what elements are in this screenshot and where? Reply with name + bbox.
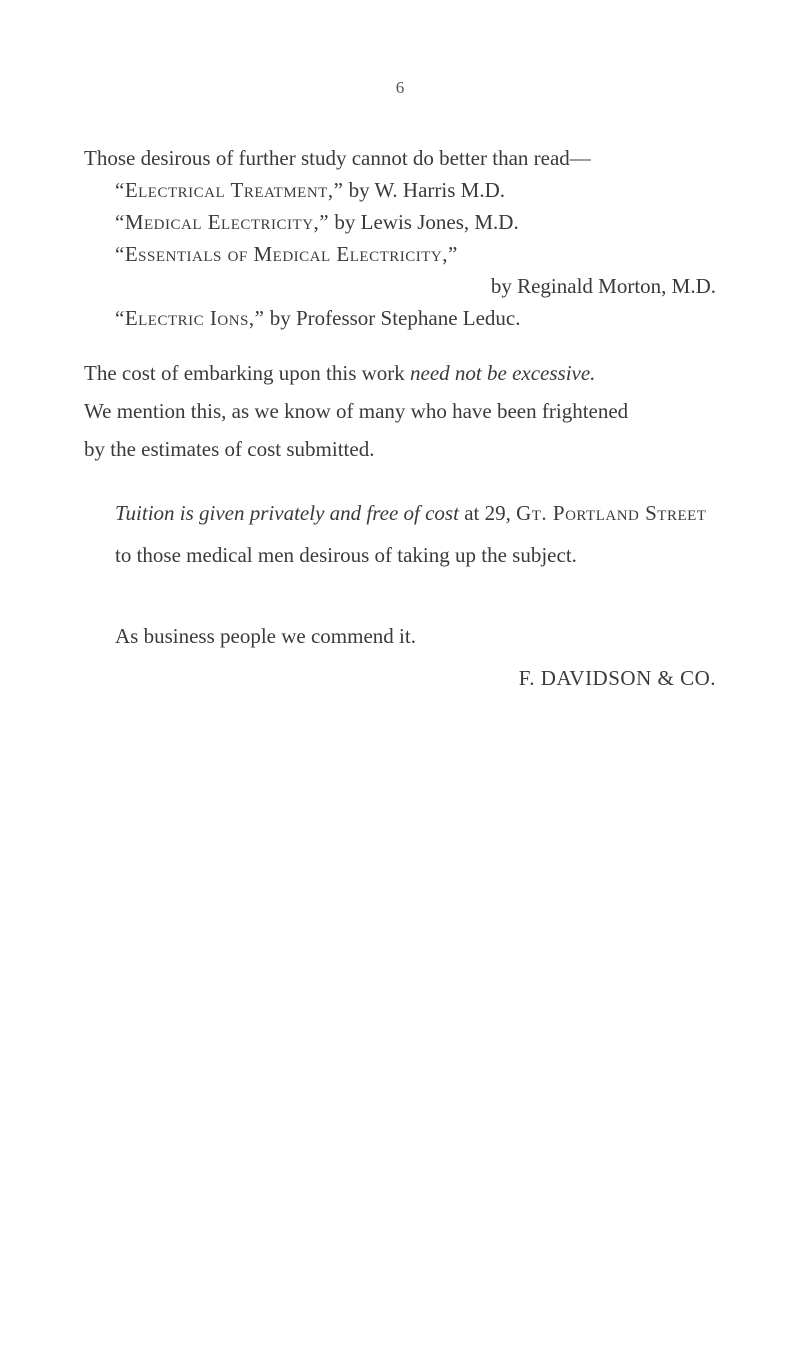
book-author-essentials: by Reginald Morton, M.D. [490, 274, 716, 298]
cost-paragraph-line-1 [84, 360, 595, 386]
book-title-essentials: “Essentials of Medical Electricity,” [115, 242, 458, 266]
cost-emphasis: need not be excessive. [410, 361, 596, 385]
book-title: “Medical Electricity,” [115, 210, 330, 234]
book-title: “Electrical Treatment,” [115, 178, 344, 202]
tuition-address: Gt. Portland Street [516, 501, 707, 525]
business-line: As business people we commend it. [115, 624, 416, 648]
book-entry-electrical-treatment [115, 177, 505, 203]
page-number: 6 [395, 78, 405, 97]
cost-paragraph-line-2: We mention this, as we know of many who have been frightened [84, 399, 629, 423]
tuition-at: at 29, [464, 501, 511, 525]
signature: F. DAVIDSON & CO. [518, 666, 716, 690]
tuition-italic: Tuition is given privately and free of cost [115, 501, 459, 525]
cost-paragraph-line-3: by the estimates of cost submitted. [84, 437, 375, 461]
tuition-rest: to those medical men desirous of taking up the subject. [115, 543, 577, 567]
book-entry-electric-ions [115, 305, 521, 331]
tuition-paragraph-line-1 [115, 492, 725, 576]
book-title: “Electric Ions,” [115, 306, 265, 330]
book-author: by Professor Stephane Leduc. [269, 306, 521, 330]
book-author: by Lewis Jones, M.D. [334, 210, 519, 234]
cost-lead: The cost of embarking upon this work [84, 361, 405, 385]
book-author: by W. Harris M.D. [348, 178, 505, 202]
intro-line: Those desirous of further study cannot do better than read— [84, 146, 591, 170]
book-entry-medical-electricity [115, 209, 519, 235]
